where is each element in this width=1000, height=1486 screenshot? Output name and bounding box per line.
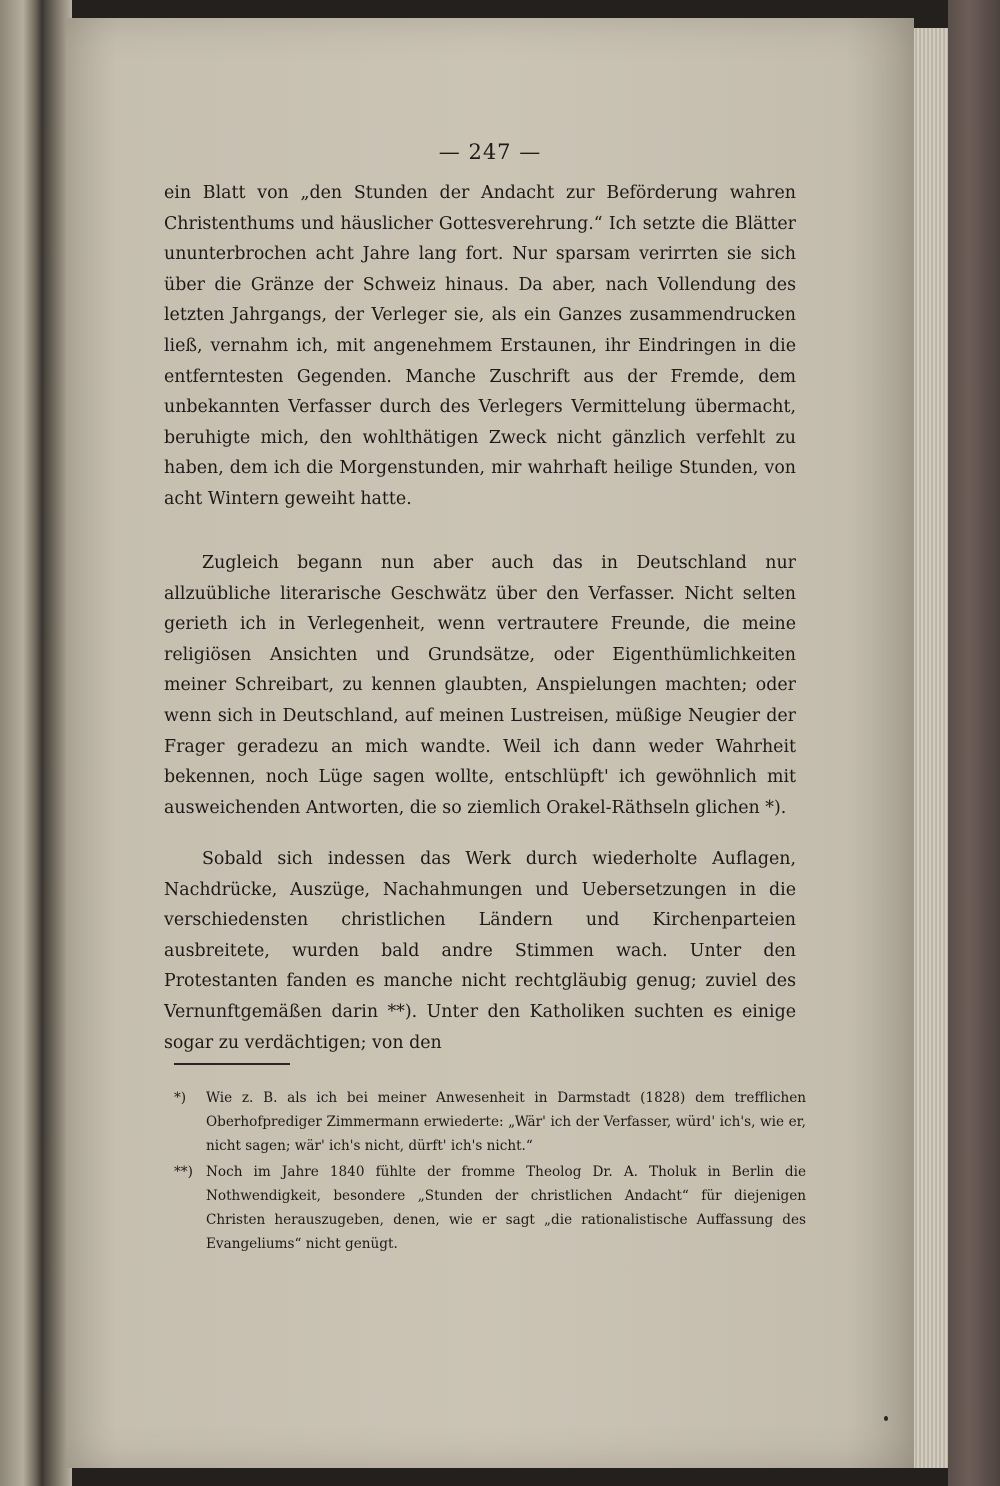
- footnote-marker: **): [174, 1164, 193, 1180]
- footnote: [174, 1160, 806, 1256]
- paragraph-text: Zugleich begann nun aber auch das in Deutschland nur allzuübliche literarische Geschwätz über den Verfasser. Nicht selten gerieth ich in Verlegenheit, wenn vertrautere Freunde, die meine religiösen Ansichten und Grundsätze, oder Eigenthümlichkeiten meiner Schreibart, zu kennen glaubten, Anspielungen machten; oder wenn sich in Deutschland, auf meinen Lustreisen, müßige Neugier der Frager geradezu an mich wandte. Weil ich dann weder Wahrheit bekennen, noch Lüge sagen wollte, entschlüpft' ich gewöhnlich mit ausweichenden Antworten, die so ziemlich Orakel-Räthseln glichen *).: [164, 553, 796, 818]
- page-number: — 247 —: [438, 140, 542, 164]
- facing-page-edge: [0, 0, 42, 1486]
- paragraph-text: Sobald sich indessen das Werk durch wiederholte Auflagen, Nachdrücke, Auszüge, Nachahmungen und Uebersetzungen in die verschiedensten christlichen Ländern und Kirchenparteien ausbreitete, wurden bald andre Stimmen wach. Unter den Protestanten fanden es manche nicht rechtgläubig genug; zuviel des Vernunftgemäßen darin **). Unter den Katholiken suchten es einige sogar zu verdächtigen; von den: [164, 849, 796, 1053]
- footnotes: [174, 1086, 806, 1258]
- body-paragraph: [164, 548, 796, 823]
- book-page: [66, 18, 914, 1468]
- paragraph-text: ein Blatt von „den Stunden der Andacht zur Beförderung wahren Christenthums und häuslicher Gottesverehrung.“ Ich setzte die Blätter ununterbrochen acht Jahre lang fort. Nur sparsam verirrten sie sich über die Gränze der Schweiz hinaus. Da aber, nach Vollendung des letzten Jahrgangs, der Verleger sie, als ein Ganzes zusammendrucken ließ, vernahm ich, mit angenehmem Erstaunen, ihr Eindringen in die entferntesten Gegenden. Manche Zuschrift aus der Fremde, dem unbekannten Verfasser durch des Verlegers Vermittelung übermacht, beruhigte mich, den wohlthätigen Zweck nicht gänzlich verfehlt zu haben, dem ich die Morgenstunden, mir wahrhaft heilige Stunden, von acht Wintern geweiht hatte.: [164, 183, 796, 509]
- body-paragraph: [164, 178, 796, 515]
- footnote-text: Wie z. B. als ich bei meiner Anwesenheit in Darmstadt (1828) dem trefflichen Oberhofprediger Zimmermann erwiederte: „Wär' ich der Verfasser, würd' ich's, wie er, nicht sagen; wär' ich's nicht, dürft' ich's nicht.“: [206, 1090, 806, 1154]
- footnote-marker: *): [174, 1090, 187, 1106]
- paper-speck: [884, 1416, 888, 1421]
- body-paragraph: [164, 844, 796, 1058]
- footnote-separator: [174, 1063, 290, 1065]
- footnote-text: Noch im Jahre 1840 fühlte der fromme Theolog Dr. A. Tholuk in Berlin die Nothwendigkeit, besondere „Stunden der christlichen Andacht“ für diejenigen Christen herauszugeben, denen, wie er sagt „die rationalistische Auffassung des Evangeliums“ nicht genügt.: [206, 1164, 806, 1252]
- book-cover-board: [948, 0, 1000, 1486]
- footnote: [174, 1086, 806, 1158]
